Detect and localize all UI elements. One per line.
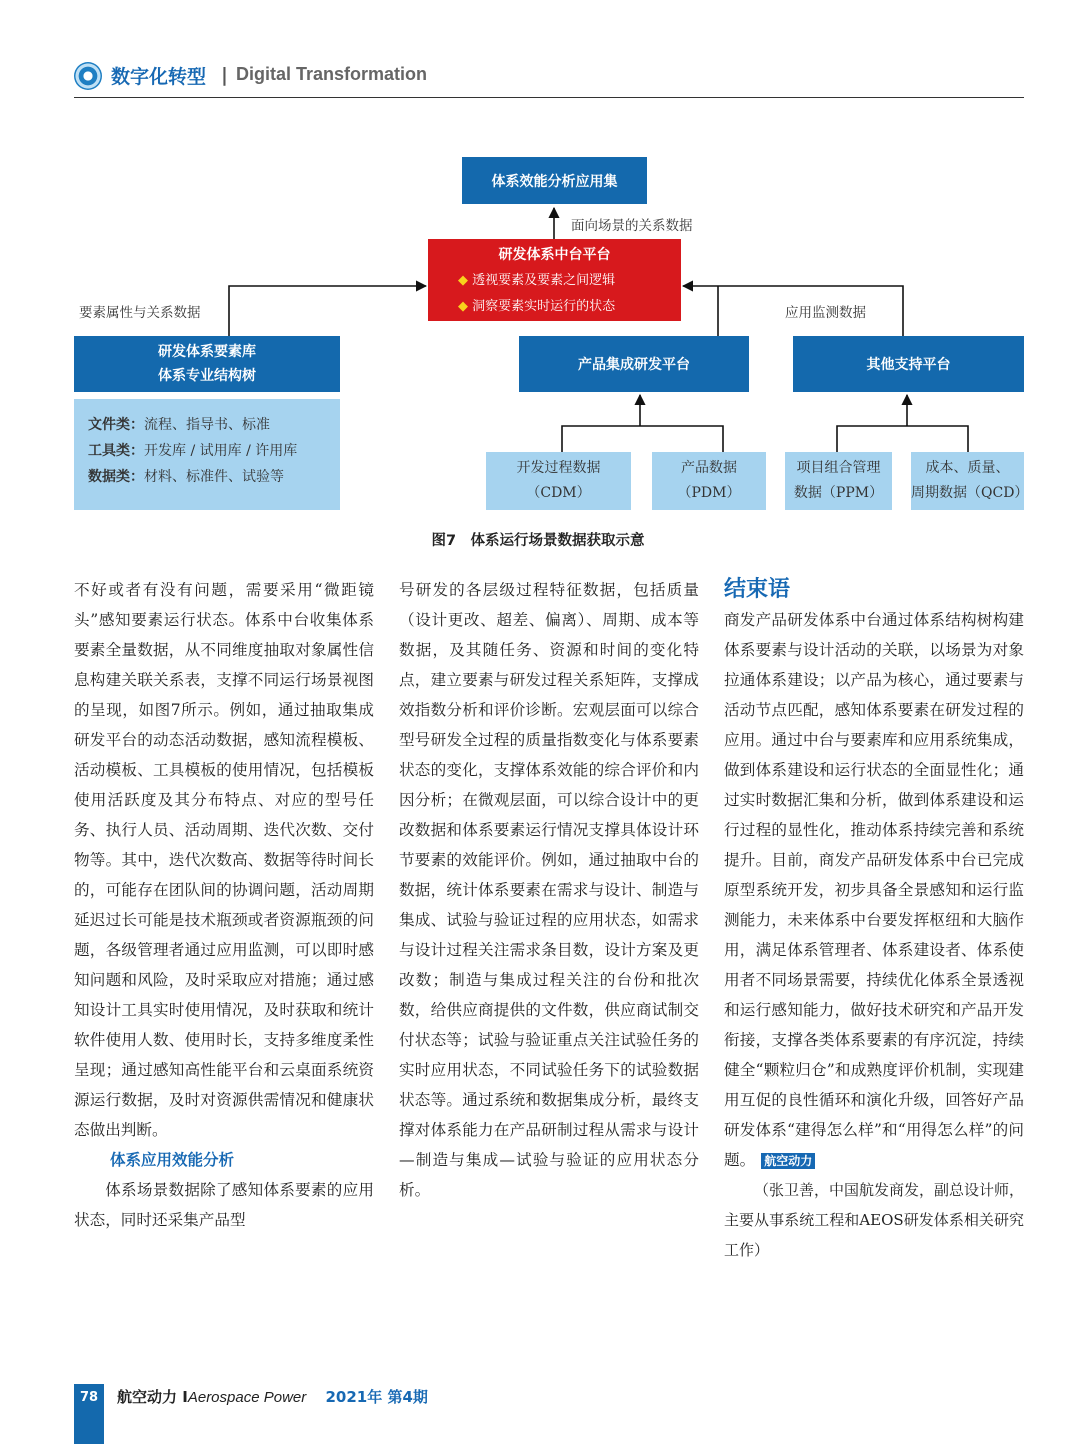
diamond-bullet-icon: ◆ [458, 273, 468, 288]
label-scene-data: 面向场景的关系数据 [571, 218, 693, 234]
body-column-3 [724, 575, 1024, 1265]
header-divider: | [221, 64, 228, 86]
product-platform-box: 产品集成研发平台 [519, 336, 749, 392]
middle-platform-title: 研发体系中台平台 [498, 247, 611, 263]
source-box-pdm: 产品数据 （PDM） [652, 452, 766, 510]
body-column-2 [399, 575, 699, 1205]
paragraph: 不好或者有没有问题，需要采用“微距镜头”感知要素运行状态。体系中台收集体系要素全量数据，从不同维度抽取对象属性信息构建关联关系表，支撑不同运行场景视图的呈现，如图7所示。例如，通过抽取集成研发平台的动态活动数据，感知流程模板、活动模板、工具模板的使用情况，包括模板使用活跃度及其分布特点、对应的型号任务、执行人员、活动周期、迭代次数、交付物等。其中，迭代次数高、数据等待时间长的，可能存在团队间的协调问题，活动周期延迟过长可能是技术瓶颈或者资源瓶颈的问题，各级管理者通过应用监测，可以即时感知问题和风险，及时采取应对措施；通过感知设计工具实时使用情况，及时获取和统计软件使用人数、使用时长，支持多维度柔性呈现；通过感知高性能平台和云桌面系统资源运行数据，及时对资源供需情况和健康状态做出判断。 [74, 581, 374, 1139]
body-column-1 [74, 575, 374, 1235]
diamond-bullet-icon: ◆ [458, 299, 468, 314]
source-box-qcd: 成本、质量、 周期数据（QCD） [911, 452, 1024, 510]
section-title-cn: 数字化转型 [111, 66, 207, 88]
label-monitor-data: 应用监测数据 [785, 305, 866, 321]
paragraph: 号研发的各层级过程特征数据，包括质量（设计更改、超差、偏离）、周期、成本等数据，及其随任务、资源和时间的变化特点，建立要素与研发过程关系矩阵，支撑成效指数分析和评价诊断。宏观层面可以综合型号研发全过程的质量指数变化与体系要素状态的变化，支撑体系效能的综合评价和内因分析；在微观层面，可以综合设计中的更改数据和体系要素运行情况支撑具体设计环节要素的效能评价。例如，通过抽取中台的数据，统计体系要素在需求与设计、制造与集成、试验与验证过程的应用状态，如需求与设计过程关注需求条目数，设计方案及更改数；制造与集成过程关注的台份和批次数，给供应商提供的文件数，供应商试制交付状态等；试验与验证重点关注试验任务的实时应用状态，不同试验任务下的试验数据状态等。通过系统和数据集成分析，最终支撑对体系能力在产品研制过程从需求与设计—制造与集成—试验与验证的应用状态分析。 [399, 581, 699, 1199]
author-note: （张卫善，中国航发商发，副总设计师，主要从事系统工程和AEOS研发体系相关研究工作） [724, 1181, 1025, 1259]
figure-caption: 图7 体系运行场景数据获取示意 [431, 533, 645, 549]
issue-label: 2021年 第4期 [325, 1388, 428, 1406]
paragraph: 商发产品研发体系中台通过体系结构树构建体系要素与设计活动的关联，以场景为对象拉通体系建设；以产品为核心，通过要素与活动节点匹配，感知体系要素在研发过程的应用。通过中台与要素库和应用系统集成，做到体系建设和运行状态的全面显性化；通过实时数据汇集和分析，做到体系建设和运行过程的显性化，推动体系持续完善和系统提升。目前，商发产品研发体系中台已完成原型系统开发，初步具备全景感知和运行监测能力，未来体系中台要发挥枢纽和大脑作用，满足体系管理者、体系建设者、体系使用者不同场景需要，持续优化体系全景透视和运行感知能力，做好技术研究和产品开发衔接，支撑各类体系要素的有序沉淀，持续健全“颗粒归仓”和成熟度评价机制，实现建用互促的良性循环和演化升级，回答好产品研发体系“建得怎么样”和“用得怎么样”的问题。 航空动力 [724, 611, 1024, 1169]
paragraph: 体系场景数据除了感知体系要素的应用状态，同时还采集产品型 [74, 1181, 374, 1229]
app-set-box: 体系效能分析应用集 [462, 157, 647, 204]
subheading: 体系应用效能分析 [110, 1151, 235, 1169]
element-library-box: 研发体系要素库 体系专业结构树 [74, 336, 340, 392]
other-platform-box: 其他支持平台 [793, 336, 1024, 392]
library-row: 工具类：开发库 / 试用库 / 许用库 [88, 443, 298, 459]
source-box-cdm: 开发过程数据 （CDM） [486, 452, 631, 510]
journal-badge: 航空动力 [761, 1153, 815, 1169]
section-title-en: Digital Transformation [236, 64, 428, 84]
element-library-details [74, 399, 340, 510]
middle-platform-bullet: ◆ 透视要素及要素之间逻辑 [458, 273, 616, 288]
library-row: 数据类：材料、标准件、试验等 [88, 469, 284, 485]
source-box-ppm: 项目组合管理 数据（PPM） [785, 452, 892, 510]
middle-platform-bullet: ◆ 洞察要素实时运行的状态 [458, 299, 616, 314]
conclusion-heading: 结束语 [724, 577, 791, 602]
footer-journal: 航空动力 IAerospace Power 2021年 第4期 [117, 1388, 428, 1406]
middle-platform-box [428, 239, 681, 321]
library-row: 文件类：流程、指导书、标准 [88, 417, 270, 433]
label-attribute-data: 要素属性与关系数据 [79, 305, 201, 321]
page-number: 78 [79, 1390, 99, 1405]
